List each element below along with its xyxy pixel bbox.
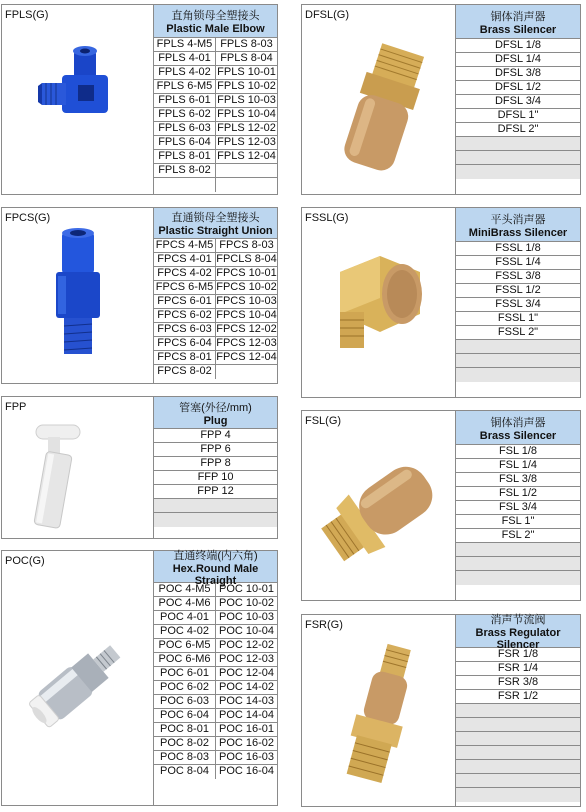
table-row <box>154 136 277 150</box>
table-cell <box>456 368 580 382</box>
table-cell: FSSL 1" <box>497 312 539 324</box>
table-cell <box>456 557 580 570</box>
table-cell: POC 4-M6 <box>158 597 211 609</box>
table-row <box>154 443 277 457</box>
table-row <box>456 459 580 473</box>
table-cell: FPP 4 <box>200 429 231 441</box>
table-cell: FPCS 4-M5 <box>155 239 214 251</box>
table-cell: FPLS 8-01 <box>158 150 211 162</box>
product-code: FSR(G) <box>305 619 343 631</box>
header-zh: 管塞(外径/mm) <box>179 401 252 414</box>
table-cell: FPCS 8-01 <box>157 351 212 363</box>
table-row <box>154 625 277 639</box>
table-cell: POC 16-02 <box>215 737 277 750</box>
table-row <box>154 695 277 709</box>
table-cell: DFSL 3/4 <box>494 95 542 107</box>
table-row <box>154 639 277 653</box>
table-row <box>154 267 277 281</box>
table-row <box>154 457 277 471</box>
table-cell: POC 10-02 <box>215 597 277 610</box>
table-cell: DFSL 1/4 <box>494 53 542 65</box>
table-row <box>154 723 277 737</box>
table-row <box>456 109 580 123</box>
table-row <box>154 38 277 52</box>
header-en: MiniBrass Silencer <box>468 226 568 239</box>
table-row <box>154 164 277 178</box>
table-row <box>456 67 580 81</box>
table-cell: POC 12-04 <box>215 667 277 680</box>
table-cell: POC 12-03 <box>215 653 277 666</box>
table-cell: FPLS 10-01 <box>215 66 277 79</box>
table-rows <box>456 648 580 802</box>
table-cell: POC 6-02 <box>160 681 209 693</box>
table-cell: POC 6-04 <box>160 709 209 721</box>
table-cell <box>456 340 580 353</box>
table-cell: FSL 3/8 <box>498 473 538 485</box>
table-row <box>456 368 580 382</box>
table-row <box>456 529 580 543</box>
table-cell: FPCS 6-M5 <box>155 281 214 293</box>
table-row <box>456 284 580 298</box>
product-code: FPCS(G) <box>5 212 51 224</box>
table-row <box>154 597 277 611</box>
product-code: FSSL(G) <box>305 212 349 224</box>
table-cell: FSSL 1/4 <box>495 256 541 268</box>
table-cell <box>456 788 580 802</box>
table-cell: FPLS 10-04 <box>215 108 277 121</box>
table-cell: FPLS 8-02 <box>158 164 211 176</box>
table-header <box>456 5 580 39</box>
table-row <box>154 337 277 351</box>
product-image-fpcs <box>48 226 108 366</box>
panel-fpcs <box>1 207 278 384</box>
table-row <box>154 80 277 94</box>
table-row <box>456 515 580 529</box>
table-cell: FPLS 10-03 <box>215 94 277 107</box>
table-cell: FSSL 2" <box>497 326 539 338</box>
header-en: Brass Silencer <box>479 429 557 442</box>
table-row <box>154 52 277 66</box>
table-row <box>456 732 580 746</box>
table-cell: POC 8-02 <box>160 737 209 749</box>
table-rows <box>456 242 580 382</box>
table-cell: POC 14-02 <box>215 681 277 694</box>
table-cell: FPCS 6-01 <box>157 295 212 307</box>
table-cell: FSL 1/2 <box>498 487 538 499</box>
table-row <box>456 760 580 774</box>
table-row <box>154 150 277 164</box>
header-zh: 消声节流阀 <box>490 614 546 626</box>
table-cell: DFSL 1/8 <box>494 39 542 51</box>
table-cell: FPCS 6-04 <box>157 337 212 349</box>
table-header <box>154 208 277 239</box>
header-en: Plastic Straight Union <box>158 225 273 237</box>
table-cell <box>456 571 580 585</box>
table-cell: POC 8-04 <box>160 765 209 777</box>
table-cell: FPLS 8-03 <box>215 38 277 51</box>
table-cell: FPCS 10-01 <box>216 267 277 279</box>
table-cell: FSSL 3/8 <box>495 270 541 282</box>
panel-dfsl <box>301 4 581 195</box>
table-header <box>456 411 580 445</box>
table-row <box>456 53 580 67</box>
table-row <box>456 242 580 256</box>
spec-table <box>455 5 580 194</box>
table-cell: FSR 1/4 <box>497 662 539 674</box>
table-row <box>154 499 277 513</box>
header-zh: 铜体消声器 <box>490 416 546 429</box>
table-cell: POC 16-01 <box>215 723 277 736</box>
table-cell: POC 4-02 <box>160 625 209 637</box>
table-row <box>154 709 277 723</box>
table-row <box>456 662 580 676</box>
table-row <box>154 309 277 323</box>
table-row <box>456 557 580 571</box>
table-row <box>154 513 277 527</box>
table-cell: FPCS 8-03 <box>215 239 277 252</box>
header-en: Hex.Round Male Straight <box>172 562 259 587</box>
table-cell: FPCS 12-03 <box>216 337 277 349</box>
table-header <box>154 549 277 587</box>
table-cell: POC 16-04 <box>215 765 277 779</box>
table-rows <box>154 239 277 379</box>
table-row <box>456 445 580 459</box>
table-header <box>456 208 580 242</box>
table-row <box>456 95 580 109</box>
table-cell: POC 8-01 <box>160 723 209 735</box>
table-row <box>456 571 580 585</box>
table-row <box>456 165 580 179</box>
table-row <box>456 473 580 487</box>
table-cell <box>456 704 580 717</box>
table-cell: FPCLS 8-04 <box>216 253 277 265</box>
table-cell: FPLS 12-02 <box>215 122 277 135</box>
table-cell: FPLS 4-M5 <box>156 38 213 50</box>
table-cell <box>456 760 580 773</box>
table-row <box>456 648 580 662</box>
table-cell: FSSL 3/4 <box>495 298 541 310</box>
table-row <box>456 354 580 368</box>
table-cell: POC 6-M5 <box>158 639 211 651</box>
table-row <box>456 501 580 515</box>
table-row <box>456 326 580 340</box>
table-cell: FPCS 10-02 <box>216 281 277 293</box>
table-row <box>154 765 277 779</box>
table-row <box>154 253 277 267</box>
spec-table <box>153 397 277 538</box>
header-zh: 直通终端(内六角) <box>173 549 258 562</box>
table-cell: POC 4-01 <box>160 611 209 623</box>
table-cell: POC 10-03 <box>215 611 277 624</box>
table-cell: FSL 1" <box>501 515 535 527</box>
table-cell <box>456 746 580 759</box>
table-cell <box>456 543 580 556</box>
table-cell: FPLS 4-02 <box>158 66 211 78</box>
table-cell: FPCS 6-03 <box>157 323 212 335</box>
spec-table <box>455 615 580 806</box>
table-rows <box>154 38 277 192</box>
table-cell: FPCS 12-04 <box>216 351 277 363</box>
table-cell: DFSL 1/2 <box>494 81 542 93</box>
header-en: Brass Silencer <box>479 23 557 36</box>
table-cell <box>154 513 277 527</box>
table-row <box>154 239 277 253</box>
table-cell: DFSL 2" <box>497 123 539 135</box>
product-code: DFSL(G) <box>305 9 349 21</box>
table-cell: FPLS 6-M5 <box>156 80 213 92</box>
table-cell <box>215 164 277 177</box>
table-cell: FSSL 1/8 <box>495 242 541 254</box>
table-row <box>154 323 277 337</box>
table-cell: DFSL 3/8 <box>494 67 542 79</box>
product-code: FPLS(G) <box>5 9 49 21</box>
product-image-dfsl <box>324 39 444 179</box>
table-row <box>154 485 277 499</box>
table-cell <box>154 178 215 192</box>
table-cell: FPLS 6-02 <box>158 108 211 120</box>
table-row <box>154 681 277 695</box>
table-cell <box>456 354 580 367</box>
product-image-fssl <box>320 242 440 362</box>
table-row <box>154 737 277 751</box>
table-row <box>154 122 277 136</box>
table-cell <box>154 499 277 512</box>
table-cell: FPCS 10-04 <box>216 309 277 321</box>
table-cell <box>215 178 277 192</box>
table-cell: FPCS 4-01 <box>157 253 212 265</box>
spec-table <box>153 208 277 383</box>
table-cell <box>215 365 277 379</box>
table-row <box>456 298 580 312</box>
header-zh: 铜体消声器 <box>490 10 546 23</box>
header-en: Plastic Male Elbow <box>166 23 265 35</box>
spec-table <box>455 411 580 600</box>
table-row <box>456 487 580 501</box>
table-cell: POC 16-03 <box>215 751 277 764</box>
product-image-fpls <box>34 41 120 141</box>
table-row <box>456 81 580 95</box>
table-cell: POC 6-01 <box>160 667 209 679</box>
table-rows <box>154 583 277 779</box>
header-en: Plug <box>203 414 228 427</box>
table-row <box>154 429 277 443</box>
product-image-fpp <box>14 415 94 535</box>
table-cell: FPLS 12-03 <box>215 136 277 149</box>
table-row <box>456 39 580 53</box>
table-cell: FPP 12 <box>197 485 234 497</box>
product-code: FPP <box>5 401 27 413</box>
table-row <box>154 94 277 108</box>
product-image-poc <box>20 621 140 741</box>
table-cell: FSL 1/4 <box>498 459 538 471</box>
spec-table <box>455 208 580 397</box>
table-cell: POC 10-01 <box>215 583 277 596</box>
table-cell: FSL 1/8 <box>498 445 538 457</box>
table-cell: FPLS 10-02 <box>215 80 277 93</box>
table-row <box>154 281 277 295</box>
table-cell: FSR 1/8 <box>497 648 539 660</box>
table-cell: POC 6-M6 <box>158 653 211 665</box>
table-cell: FSR 1/2 <box>497 690 539 702</box>
table-cell: FPCS 4-02 <box>157 267 212 279</box>
table-cell: POC 6-03 <box>160 695 209 707</box>
product-code: FSL(G) <box>305 415 342 427</box>
table-row <box>154 583 277 597</box>
product-code: POC(G) <box>5 555 45 567</box>
table-row <box>456 256 580 270</box>
table-cell <box>456 774 580 787</box>
table-cell: FPLS 6-04 <box>158 136 211 148</box>
table-cell: FPCS 12-02 <box>216 323 277 335</box>
table-cell: FPLS 8-04 <box>215 52 277 65</box>
table-row <box>456 151 580 165</box>
panel-fpls <box>1 4 278 195</box>
panel-fpp <box>1 396 278 539</box>
table-row <box>154 351 277 365</box>
table-row <box>154 108 277 122</box>
table-header <box>154 5 277 38</box>
table-cell <box>456 165 580 179</box>
table-cell: FPCS 8-02 <box>157 365 212 377</box>
table-cell: FPP 8 <box>200 457 231 469</box>
table-cell: POC 10-04 <box>215 625 277 638</box>
header-zh: 直通锁母全塑接头 <box>171 212 260 224</box>
table-cell <box>456 137 580 150</box>
table-rows <box>456 39 580 179</box>
table-row <box>154 178 277 192</box>
table-row <box>456 543 580 557</box>
spec-table <box>153 5 277 194</box>
spec-table <box>153 551 277 805</box>
table-row <box>154 667 277 681</box>
table-cell: DFSL 1" <box>497 109 539 121</box>
panel-fssl <box>301 207 581 398</box>
table-row <box>456 270 580 284</box>
table-cell: FSL 3/4 <box>498 501 538 513</box>
product-image-fsl <box>316 451 446 571</box>
table-cell <box>456 718 580 731</box>
table-row <box>154 611 277 625</box>
table-cell: FPLS 12-04 <box>215 150 277 163</box>
table-cell: POC 14-04 <box>215 709 277 722</box>
table-cell <box>456 732 580 745</box>
panel-fsl <box>301 410 581 601</box>
table-row <box>456 746 580 760</box>
table-cell: FSSL 1/2 <box>495 284 541 296</box>
table-rows <box>456 445 580 585</box>
header-en: Brass Regulator Silencer <box>475 627 561 651</box>
table-cell: FSL 2" <box>501 529 535 541</box>
table-row <box>456 788 580 802</box>
header-zh: 直角锁母全塑接头 <box>171 10 260 22</box>
table-row <box>456 690 580 704</box>
table-header <box>456 614 580 651</box>
table-row <box>154 751 277 765</box>
table-row <box>456 123 580 137</box>
table-cell: POC 4-M5 <box>158 583 211 595</box>
table-row <box>456 340 580 354</box>
table-cell: FPLS 6-01 <box>158 94 211 106</box>
table-header <box>154 397 277 429</box>
table-cell: FPCS 10-03 <box>216 295 277 307</box>
panel-fsr <box>301 614 581 807</box>
table-row <box>154 295 277 309</box>
table-row <box>154 653 277 667</box>
table-row <box>456 718 580 732</box>
table-row <box>154 66 277 80</box>
table-cell: POC 8-03 <box>160 751 209 763</box>
table-row <box>154 471 277 485</box>
table-cell: POC 14-03 <box>215 695 277 708</box>
table-cell: FPP 6 <box>200 443 231 455</box>
table-cell: FSR 3/8 <box>497 676 539 688</box>
header-zh: 平头消声器 <box>490 213 546 226</box>
table-cell: POC 12-02 <box>215 639 277 652</box>
table-row <box>456 704 580 718</box>
table-cell: FPCS 6-02 <box>157 309 212 321</box>
table-cell: FPLS 4-01 <box>158 52 211 64</box>
table-cell <box>456 151 580 164</box>
product-image-fsr <box>322 639 442 799</box>
table-rows <box>154 429 277 527</box>
table-cell: FFP 10 <box>197 471 234 483</box>
table-row <box>154 365 277 379</box>
table-row <box>456 676 580 690</box>
table-row <box>456 774 580 788</box>
table-row <box>456 137 580 151</box>
panel-poc <box>1 550 278 806</box>
table-cell: FPLS 6-03 <box>158 122 211 134</box>
table-row <box>456 312 580 326</box>
